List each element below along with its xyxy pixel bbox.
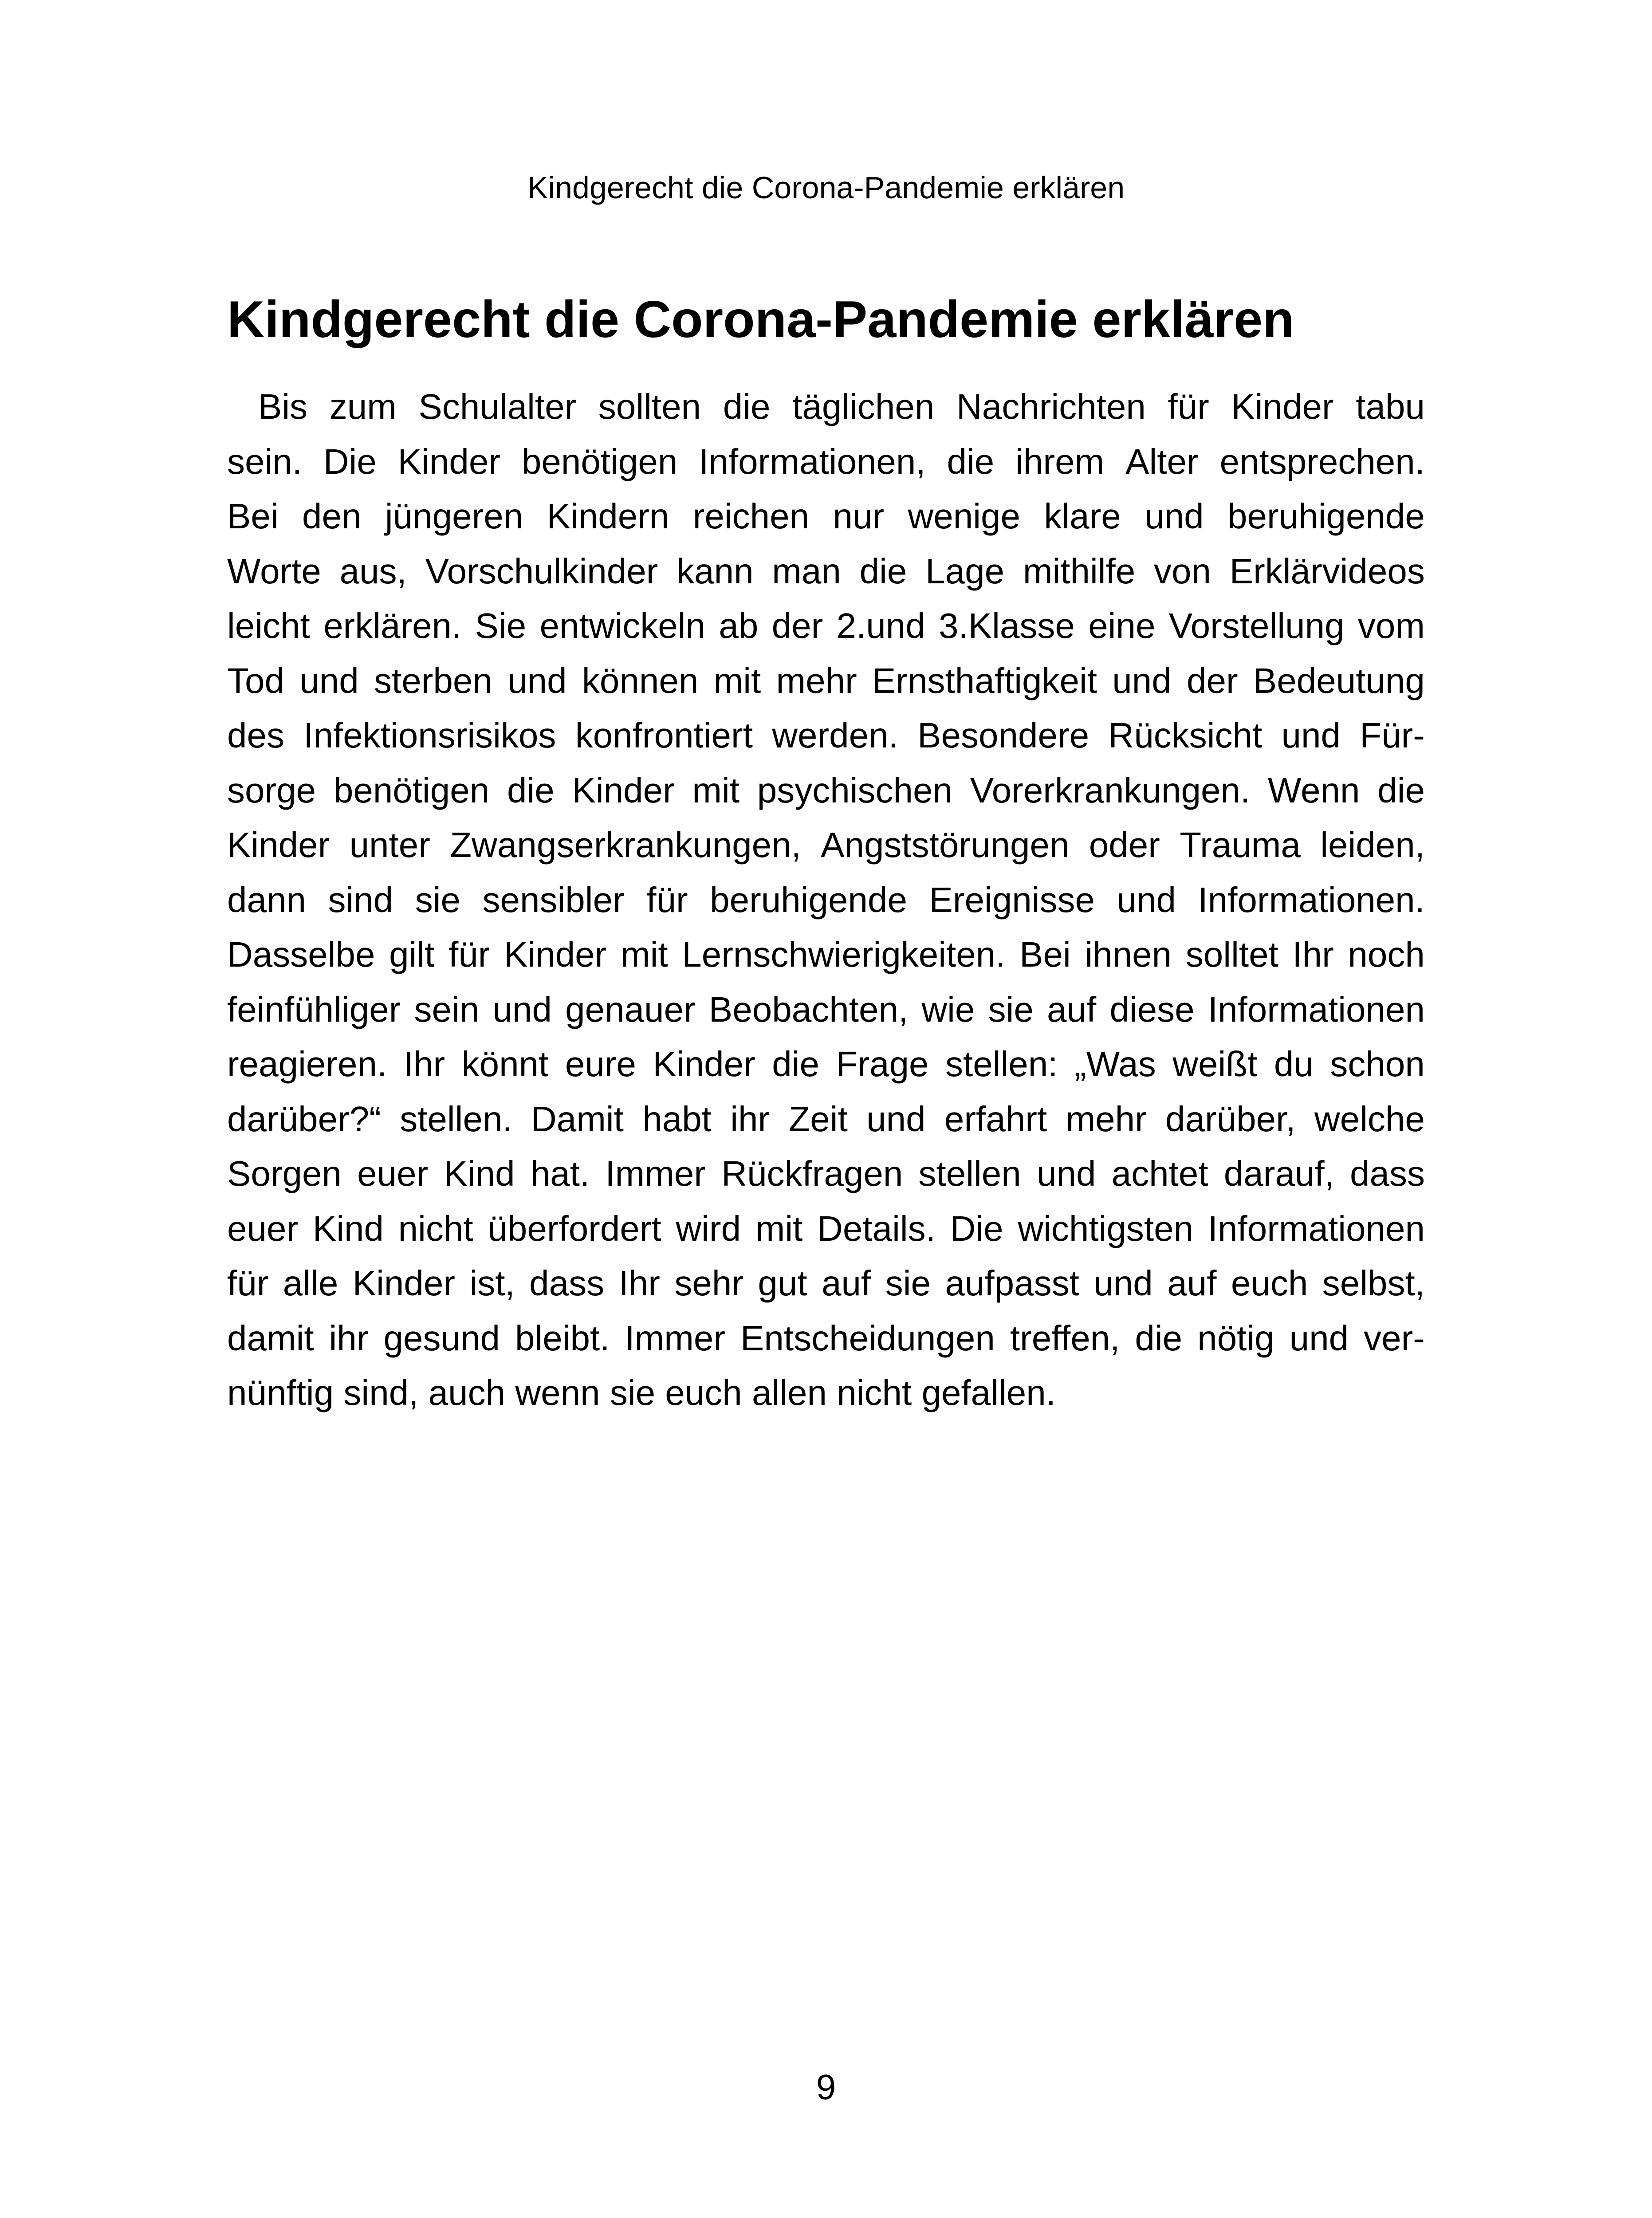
- paragraph-line: dann sind sie sensibler für beruhigende Ereignisse und Informationen.: [227, 880, 1425, 920]
- paragraph-line: euer Kind nicht überfordert wird mit Details. Die wichtigsten Informationen: [227, 1208, 1425, 1248]
- paragraph-line: darüber?“ stellen. Damit habt ihr Zeit und erfahrt mehr darüber, welche: [227, 1099, 1425, 1139]
- paragraph-line: damit ihr gesund bleibt. Immer Entscheidungen treffen, die nötig und ver-: [227, 1318, 1425, 1358]
- paragraph-line: Bei den jüngeren Kindern reichen nur wenige klare und beruhigende: [227, 496, 1425, 536]
- page-number: 9: [816, 2067, 836, 2107]
- paragraph-line: Worte aus, Vorschulkinder kann man die Lage mithilfe von Erklärvideos: [227, 551, 1425, 591]
- chapter-title: Kindgerecht die Corona-Pandemie erklären: [227, 290, 1294, 348]
- paragraph-line: reagieren. Ihr könnt eure Kinder die Frage stellen: „Was weißt du schon: [227, 1044, 1425, 1084]
- paragraph-line: feinfühliger sein und genauer Beobachten, wie sie auf diese Informationen: [227, 989, 1425, 1029]
- paragraph-line: des Infektionsrisikos konfrontiert werden. Besondere Rücksicht und Für-: [227, 716, 1425, 755]
- body-paragraph: [227, 379, 1425, 1420]
- paragraph-line: Dasselbe gilt für Kinder mit Lernschwierigkeiten. Bei ihnen solltet Ihr noch: [227, 935, 1425, 974]
- running-header: Kindgerecht die Corona-Pandemie erklären: [527, 170, 1125, 205]
- paragraph-line: sein. Die Kinder benötigen Informationen, die ihrem Alter entsprechen.: [227, 441, 1425, 481]
- paragraph-line: für alle Kinder ist, dass Ihr sehr gut auf sie aufpasst und auf euch selbst,: [227, 1263, 1425, 1303]
- paragraph-line: Bis zum Schulalter sollten die täglichen Nachrichten für Kinder tabu: [258, 387, 1425, 426]
- paragraph-line: leicht erklären. Sie entwickeln ab der 2.und 3.Klasse eine Vorstellung vom: [227, 606, 1425, 645]
- paragraph-line: Kinder unter Zwangserkrankungen, Angststörungen oder Trauma leiden,: [227, 825, 1425, 865]
- paragraph-line: Tod und sterben und können mit mehr Ernsthaftigkeit und der Bedeutung: [227, 661, 1425, 700]
- paragraph-line: sorge benötigen die Kinder mit psychischen Vorerkrankungen. Wenn die: [227, 770, 1425, 810]
- paragraph-line: Sorgen euer Kind hat. Immer Rückfragen stellen und achtet darauf, dass: [227, 1154, 1425, 1193]
- paragraph-line: nünftig sind, auch wenn sie euch allen nicht gefallen.: [227, 1373, 1056, 1412]
